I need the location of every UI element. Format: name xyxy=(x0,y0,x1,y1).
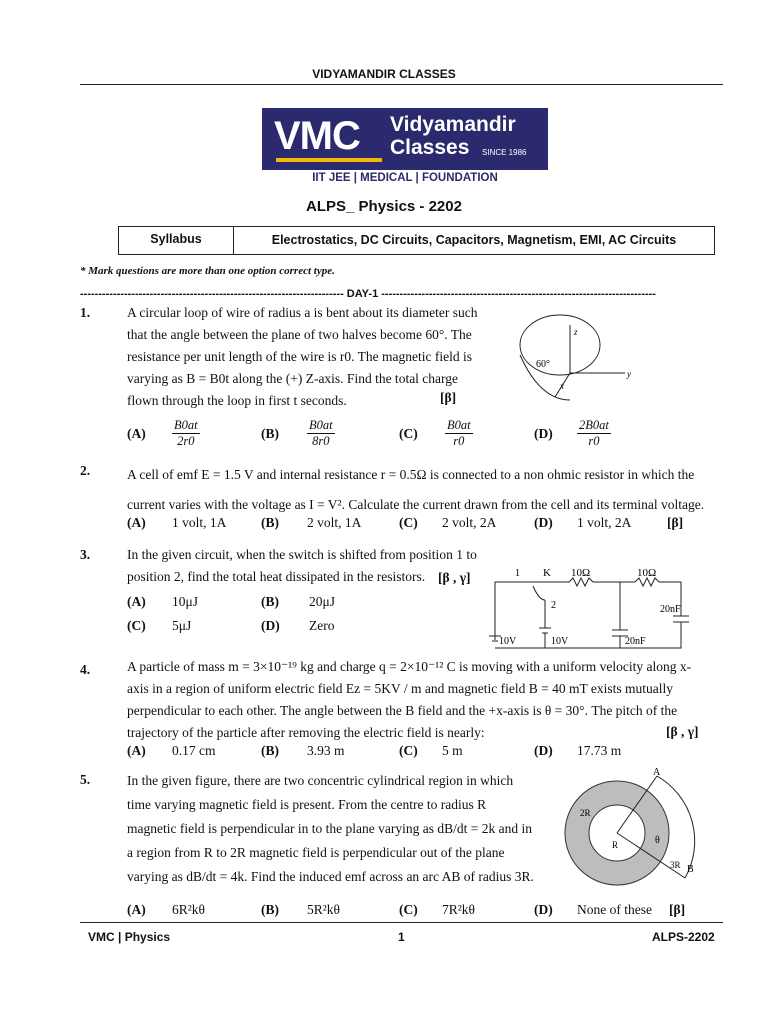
document-title: ALPS_ Physics - 2202 xyxy=(306,198,462,215)
logo-name-line2: Classes xyxy=(390,136,470,159)
option-text: 7R²kθ xyxy=(442,902,476,917)
option-text: None of these xyxy=(577,902,652,917)
circuit-label: 10Ω xyxy=(637,567,657,579)
option-label: (A) xyxy=(127,594,146,609)
circuit-label: 2 xyxy=(551,600,556,611)
axis-label: x xyxy=(560,381,564,391)
syllabus-topics: Electrostatics, DC Circuits, Capacitors, Magnetism, EMI, AC Circuits xyxy=(271,233,677,247)
syllabus-label: Syllabus xyxy=(119,227,234,254)
option-label: (A) xyxy=(127,515,146,530)
numerator: B0at xyxy=(447,418,471,432)
figure-label: θ xyxy=(655,835,660,846)
circuit-label: 10V xyxy=(499,636,517,647)
circuit-label: 10V xyxy=(551,636,569,647)
option-text: 1 volt, 2A xyxy=(577,515,632,530)
figure-angle-label: 60° xyxy=(536,359,550,370)
day-divider: ------------------------------------------------------------------------ DAY-1 --------------------------------------------------------------------------- xyxy=(80,288,656,300)
option-label: (D) xyxy=(534,743,553,758)
logo-name-line1: Vidyamandir xyxy=(390,113,516,136)
question-line: In the given figure, there are two concentric cylindrical region in which xyxy=(127,773,514,788)
question-2-options xyxy=(127,515,717,535)
numerator: 2B0at xyxy=(579,418,609,432)
figure-label: 2R xyxy=(580,808,591,818)
question-number: 3. xyxy=(80,547,91,562)
question-line: magnetic field is perpendicular in to the plane varying as dB/dt = 2k and in xyxy=(127,821,533,836)
question-number: 2. xyxy=(80,463,91,478)
option-fraction xyxy=(577,418,611,449)
question-line: varying as B = B0t along the (+) Z-axis. Find the total charge xyxy=(127,371,459,386)
circuit-figure xyxy=(485,560,700,655)
question-tag: [β] xyxy=(440,390,457,405)
option-fraction xyxy=(307,418,335,449)
vmc-logo xyxy=(262,108,548,170)
instruction-note: * Mark questions are more than one option correct type. xyxy=(80,265,335,277)
logo-underline xyxy=(276,158,382,162)
header-rule xyxy=(80,84,723,85)
question-tag: [β , γ] xyxy=(438,570,471,585)
question-line: current varies with the voltage as I = V². Calculate the current drawn from the cell and its terminal voltage. xyxy=(127,497,705,512)
logo-since: SINCE 1986 xyxy=(482,148,527,157)
resistor-1 xyxy=(569,578,593,586)
page-number: 1 xyxy=(398,930,405,944)
option-label: (D) xyxy=(261,618,280,633)
question-5-options xyxy=(127,902,707,922)
axis-label: z xyxy=(574,327,578,337)
logo-mark: VMC xyxy=(274,114,360,158)
question-3-options xyxy=(127,594,367,644)
option-label: (C) xyxy=(399,426,418,441)
option-label: (C) xyxy=(399,902,418,917)
option-text: 2 volt, 1A xyxy=(307,515,362,530)
bottom-wire xyxy=(495,622,681,648)
option-fraction xyxy=(172,418,200,449)
option-text: 1 volt, 1A xyxy=(172,515,227,530)
question-line: time varying magnetic field is present. From the centre to radius R xyxy=(127,797,487,812)
option-label: (C) xyxy=(399,743,418,758)
question-line: perpendicular to each other. The angle between the B field and the +x-axis is θ = 30°. The pitch of the xyxy=(127,703,678,718)
option-label: (D) xyxy=(534,515,553,530)
footer-rule xyxy=(80,922,723,923)
footer-right: ALPS-2202 xyxy=(652,930,715,944)
loop-upper-half xyxy=(520,315,600,375)
option-label: (A) xyxy=(127,426,146,441)
option-label: (B) xyxy=(261,515,279,530)
option-label: (A) xyxy=(127,902,146,917)
question-number: 4. xyxy=(80,662,91,677)
logo-tagline: IIT JEE | MEDICAL | FOUNDATION xyxy=(312,172,498,184)
option-fraction xyxy=(445,418,473,449)
option-label: (B) xyxy=(261,594,279,609)
option-text: 10μJ xyxy=(172,594,198,609)
question-line: a region from R to 2R magnetic field is perpendicular out of the plane xyxy=(127,845,505,860)
option-label: (A) xyxy=(127,743,146,758)
option-text: 0.17 cm xyxy=(172,743,216,758)
question-tag: [β] xyxy=(667,515,684,530)
bent-loop-figure xyxy=(500,305,650,405)
numerator: B0at xyxy=(174,418,198,432)
cylindrical-field-figure xyxy=(555,768,715,898)
figure-label: A xyxy=(653,768,661,778)
circuit-label: 20nF xyxy=(660,604,681,615)
option-label: (C) xyxy=(127,618,146,633)
switch-arrow xyxy=(533,586,545,600)
circuit-label: 20nF xyxy=(625,636,646,647)
option-text: 5μJ xyxy=(172,618,192,633)
figure-label: B xyxy=(687,864,694,875)
question-line: trajectory of the particle after removing the electric field is nearly: xyxy=(127,725,485,740)
question-line: resistance per unit length of the wire is r0. The magnetic field is xyxy=(127,349,473,364)
question-line: that the angle between the plane of two halves become 60°. The xyxy=(127,327,472,342)
question-number: 5. xyxy=(80,772,91,787)
circuit-label: 1 xyxy=(515,568,520,579)
question-number: 1. xyxy=(80,305,91,320)
question-4-text xyxy=(127,656,727,744)
left-wire xyxy=(495,582,523,640)
question-5-text xyxy=(127,769,547,889)
page-header-title: VIDYAMANDIR CLASSES xyxy=(312,67,456,81)
option-label: (D) xyxy=(534,426,553,441)
question-tag: [β] xyxy=(669,902,686,917)
circuit-label: K xyxy=(543,567,551,579)
question-line: axis in a region of uniform electric field Ez = 5KV / m and magnetic field B = 40 mT exists mutually xyxy=(127,681,673,696)
option-label: (B) xyxy=(261,902,279,917)
option-label: (C) xyxy=(399,515,418,530)
option-text: 5R²kθ xyxy=(307,902,341,917)
question-line: position 2, find the total heat dissipated in the resistors. xyxy=(127,569,426,584)
option-text: Zero xyxy=(309,618,335,633)
axis-label: y xyxy=(627,369,631,379)
question-line: A particle of mass m = 3×10⁻¹⁹ kg and charge q = 2×10⁻¹² C is moving with a uniform velocity along x- xyxy=(127,659,692,674)
question-2-text xyxy=(127,460,727,520)
syllabus-table xyxy=(118,226,715,255)
denominator: 8r0 xyxy=(312,434,330,448)
question-line: flown through the loop in first t seconds. xyxy=(127,393,347,408)
option-label: (B) xyxy=(261,743,279,758)
question-4-options xyxy=(127,743,687,763)
option-label: (D) xyxy=(534,902,553,917)
denominator: r0 xyxy=(588,434,600,448)
question-line: In the given circuit, when the switch is shifted from position 1 to xyxy=(127,547,477,562)
option-text: 6R²kθ xyxy=(172,902,206,917)
option-text: 3.93 m xyxy=(307,743,345,758)
question-line: A cell of emf E = 1.5 V and internal resistance r = 0.5Ω is connected to a non ohmic resistor in which the xyxy=(127,467,695,482)
footer-left: VMC | Physics xyxy=(88,930,171,944)
option-text: 17.73 m xyxy=(577,743,622,758)
question-3-text xyxy=(127,544,487,588)
option-text: 5 m xyxy=(442,743,463,758)
figure-label: R xyxy=(612,840,619,850)
circuit-label: 10Ω xyxy=(571,567,591,579)
option-label: (B) xyxy=(261,426,279,441)
question-tag: [β , γ] xyxy=(666,724,699,739)
option-text: 20μJ xyxy=(309,594,335,609)
question-line: A circular loop of wire of radius a is bent about its diameter such xyxy=(127,305,478,320)
question-line: varying as dB/dt = 4k. Find the induced emf across an arc AB of radius 3R. xyxy=(127,869,534,884)
resistor-2 xyxy=(635,578,659,586)
option-text: 2 volt, 2A xyxy=(442,515,497,530)
denominator: r0 xyxy=(453,434,465,448)
denominator: 2r0 xyxy=(177,434,195,448)
numerator: B0at xyxy=(309,418,333,432)
figure-label: 3R xyxy=(670,860,681,870)
